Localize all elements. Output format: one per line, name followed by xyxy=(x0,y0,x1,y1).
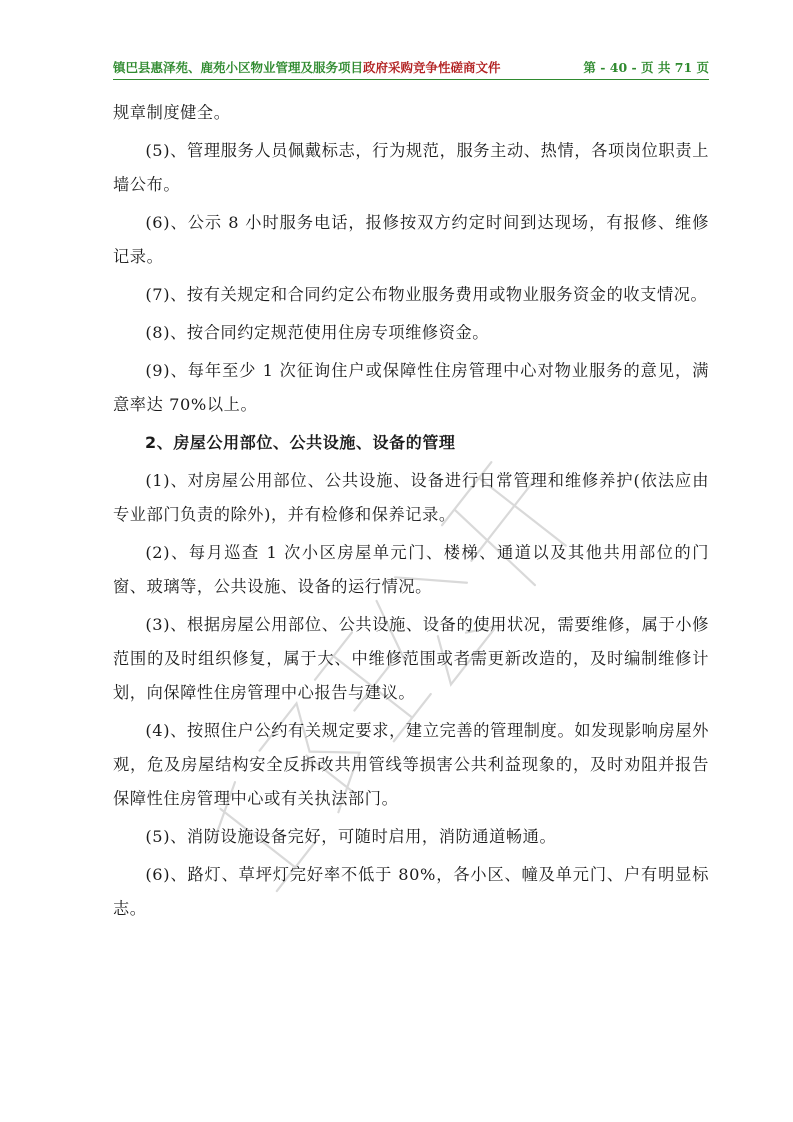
document-body xyxy=(113,96,709,930)
list-item: (4)、按照住户公约有关规定要求，建立完善的管理制度。如发现影响房屋外观，危及房屋结构安全反拆改共用管线等损害公共利益现象的，及时劝阻并报告保障性住房管理中心或有关执法部门。 xyxy=(113,721,709,808)
header-doc-type: 政府采购竞争性磋商文件 xyxy=(363,60,501,75)
list-item: (7)、按有关规定和合同约定公布物业服务费用或物业服务资金的收支情况。 xyxy=(145,285,708,304)
list-item: (8)、按合同约定规范使用住房专项维修资金。 xyxy=(145,323,490,342)
paragraph-continued: 规章制度健全。 xyxy=(113,103,231,122)
page-header xyxy=(113,58,709,80)
list-item: (5)、消防设施设备完好，可随时启用，消防通道畅通。 xyxy=(145,827,557,846)
header-title xyxy=(113,58,501,76)
header-rule xyxy=(113,79,709,80)
section-heading: 2、房屋公用部位、公共设施、设备的管理 xyxy=(145,433,456,452)
list-item: (9)、每年至少 1 次征询住户或保障性住房管理中心对物业服务的意见，满意率达 70%以上。 xyxy=(113,361,709,414)
list-item: (3)、根据房屋公用部位、公共设施、设备的使用状况，需要维修，属于小修范围的及时组织修复，属于大、中维修范围或者需更新改造的，及时编制维修计划，向保障性住房管理中心报告与建议。 xyxy=(113,615,709,702)
list-item: (1)、对房屋公用部位、公共设施、设备进行日常管理和维修养护(依法应由专业部门负责的除外)，并有检修和保养记录。 xyxy=(113,471,709,524)
list-item: (2)、每月巡查 1 次小区房屋单元门、楼梯、通道以及其他共用部位的门窗、玻璃等，公共设施、设备的运行情况。 xyxy=(113,543,709,596)
header-page-info: 第 - 40 - 页 共 71 页 xyxy=(583,60,709,75)
watermark-text: 公开 xyxy=(100,300,102,301)
list-item: (5)、管理服务人员佩戴标志，行为规范，服务主动、热情，各项岗位职责上墙公布。 xyxy=(113,141,709,194)
header-project: 镇巴县惠泽苑、鹿苑小区物业管理及服务项目 xyxy=(113,60,364,75)
list-item: (6)、公示 8 小时服务电话，报修按双方约定时间到达现场，有报修、维修记录。 xyxy=(113,213,709,266)
list-item: (6)、路灯、草坪灯完好率不低于 80%，各小区、幢及单元门、户有明显标志。 xyxy=(113,865,709,918)
